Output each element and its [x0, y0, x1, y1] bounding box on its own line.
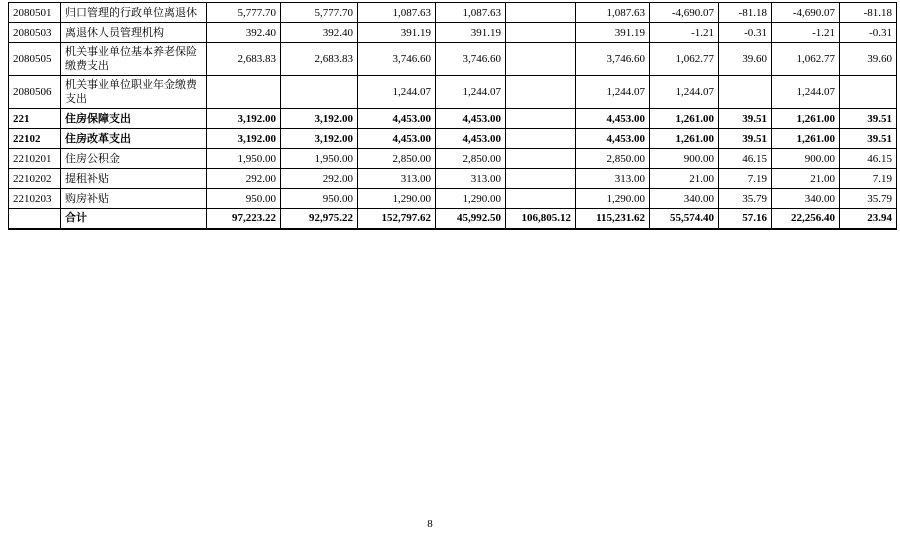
value-cell: 152,797.62 — [358, 209, 436, 229]
value-cell: 2,850.00 — [358, 149, 436, 169]
value-cell: 3,192.00 — [281, 129, 358, 149]
row-code-cell: 221 — [9, 109, 61, 129]
value-cell — [506, 43, 576, 76]
value-cell: 2,850.00 — [576, 149, 650, 169]
table-row — [9, 189, 897, 209]
value-cell: 340.00 — [772, 189, 840, 209]
value-cell: 4,453.00 — [358, 129, 436, 149]
value-cell: 21.00 — [650, 169, 719, 189]
budget-expenditure-table — [8, 2, 897, 230]
page-number: 8 — [427, 518, 433, 530]
table-row — [9, 3, 897, 23]
row-name-cell: 机关事业单位职业年金缴费支出 — [61, 76, 207, 109]
row-code-cell: 22102 — [9, 129, 61, 149]
value-cell: 3,192.00 — [207, 129, 281, 149]
value-cell: 7.19 — [840, 169, 897, 189]
value-cell — [506, 169, 576, 189]
value-cell: -4,690.07 — [772, 3, 840, 23]
value-cell: 3,746.60 — [576, 43, 650, 76]
value-cell: 391.19 — [576, 23, 650, 43]
value-cell: 1,087.63 — [576, 3, 650, 23]
value-cell: 39.51 — [840, 109, 897, 129]
value-cell — [719, 76, 772, 109]
value-cell: 1,244.07 — [650, 76, 719, 109]
table-row — [9, 149, 897, 169]
value-cell: 1,244.07 — [772, 76, 840, 109]
value-cell: 5,777.70 — [281, 3, 358, 23]
value-cell — [506, 189, 576, 209]
value-cell: 391.19 — [436, 23, 506, 43]
value-cell: 97,223.22 — [207, 209, 281, 229]
value-cell: 900.00 — [650, 149, 719, 169]
table-row — [9, 43, 897, 76]
value-cell: 392.40 — [207, 23, 281, 43]
value-cell: 1,261.00 — [772, 129, 840, 149]
value-cell: 292.00 — [281, 169, 358, 189]
value-cell: 1,244.07 — [576, 76, 650, 109]
value-cell: 22,256.40 — [772, 209, 840, 229]
row-name-cell: 购房补贴 — [61, 189, 207, 209]
value-cell: 45,992.50 — [436, 209, 506, 229]
row-name-cell: 机关事业单位基本养老保险缴费支出 — [61, 43, 207, 76]
value-cell: 39.60 — [719, 43, 772, 76]
value-cell: 4,453.00 — [436, 109, 506, 129]
row-code-cell: 2080505 — [9, 43, 61, 76]
value-cell — [840, 76, 897, 109]
table-row — [9, 169, 897, 189]
value-cell — [506, 76, 576, 109]
value-cell: 57.16 — [719, 209, 772, 229]
value-cell: 391.19 — [358, 23, 436, 43]
table-body — [9, 3, 897, 229]
row-code-cell: 2080501 — [9, 3, 61, 23]
value-cell: 1,062.77 — [650, 43, 719, 76]
value-cell: -81.18 — [840, 3, 897, 23]
value-cell: 1,290.00 — [576, 189, 650, 209]
value-cell: 3,746.60 — [436, 43, 506, 76]
value-cell: 4,453.00 — [576, 129, 650, 149]
table-row — [9, 129, 897, 149]
value-cell: 4,453.00 — [358, 109, 436, 129]
value-cell: 39.60 — [840, 43, 897, 76]
value-cell: 1,950.00 — [207, 149, 281, 169]
value-cell: 4,453.00 — [436, 129, 506, 149]
row-code-cell — [9, 209, 61, 229]
value-cell — [506, 149, 576, 169]
value-cell: 35.79 — [840, 189, 897, 209]
table-row — [9, 109, 897, 129]
value-cell: -0.31 — [719, 23, 772, 43]
row-name-cell: 住房公积金 — [61, 149, 207, 169]
value-cell: 39.51 — [719, 109, 772, 129]
value-cell — [506, 3, 576, 23]
value-cell: 1,244.07 — [358, 76, 436, 109]
value-cell: -0.31 — [840, 23, 897, 43]
row-name-cell: 住房保障支出 — [61, 109, 207, 129]
value-cell: 1,087.63 — [358, 3, 436, 23]
value-cell: 1,244.07 — [436, 76, 506, 109]
value-cell: -1.21 — [772, 23, 840, 43]
value-cell: 1,261.00 — [650, 109, 719, 129]
value-cell: 115,231.62 — [576, 209, 650, 229]
row-name-cell: 离退休人员管理机构 — [61, 23, 207, 43]
row-code-cell: 2080506 — [9, 76, 61, 109]
value-cell: 2,850.00 — [436, 149, 506, 169]
value-cell: 3,192.00 — [207, 109, 281, 129]
value-cell: 3,192.00 — [281, 109, 358, 129]
value-cell: 5,777.70 — [207, 3, 281, 23]
value-cell: 39.51 — [719, 129, 772, 149]
value-cell: 950.00 — [207, 189, 281, 209]
value-cell: 3,746.60 — [358, 43, 436, 76]
value-cell: 35.79 — [719, 189, 772, 209]
value-cell: 23.94 — [840, 209, 897, 229]
value-cell: 1,290.00 — [436, 189, 506, 209]
value-cell: 4,453.00 — [576, 109, 650, 129]
row-name-cell: 住房改革支出 — [61, 129, 207, 149]
value-cell: 1,062.77 — [772, 43, 840, 76]
table-row — [9, 209, 897, 229]
value-cell: 1,261.00 — [650, 129, 719, 149]
value-cell: -4,690.07 — [650, 3, 719, 23]
value-cell: 1,087.63 — [436, 3, 506, 23]
value-cell: 340.00 — [650, 189, 719, 209]
value-cell: 55,574.40 — [650, 209, 719, 229]
table-row — [9, 23, 897, 43]
row-name-cell: 合计 — [61, 209, 207, 229]
row-name-cell: 归口管理的行政单位离退休 — [61, 3, 207, 23]
value-cell — [207, 76, 281, 109]
value-cell — [281, 76, 358, 109]
value-cell: 1,950.00 — [281, 149, 358, 169]
value-cell: -81.18 — [719, 3, 772, 23]
value-cell: 46.15 — [719, 149, 772, 169]
value-cell: 313.00 — [358, 169, 436, 189]
row-code-cell: 2210201 — [9, 149, 61, 169]
value-cell — [506, 129, 576, 149]
value-cell: 313.00 — [436, 169, 506, 189]
value-cell: 2,683.83 — [207, 43, 281, 76]
value-cell: -1.21 — [650, 23, 719, 43]
value-cell: 92,975.22 — [281, 209, 358, 229]
value-cell: 7.19 — [719, 169, 772, 189]
row-code-cell: 2210203 — [9, 189, 61, 209]
value-cell: 46.15 — [840, 149, 897, 169]
value-cell: 392.40 — [281, 23, 358, 43]
value-cell: 950.00 — [281, 189, 358, 209]
row-code-cell: 2080503 — [9, 23, 61, 43]
value-cell: 1,290.00 — [358, 189, 436, 209]
value-cell: 39.51 — [840, 129, 897, 149]
row-name-cell: 提租补贴 — [61, 169, 207, 189]
value-cell: 2,683.83 — [281, 43, 358, 76]
value-cell: 313.00 — [576, 169, 650, 189]
value-cell: 292.00 — [207, 169, 281, 189]
value-cell: 1,261.00 — [772, 109, 840, 129]
value-cell: 21.00 — [772, 169, 840, 189]
value-cell — [506, 23, 576, 43]
value-cell — [506, 109, 576, 129]
value-cell: 106,805.12 — [506, 209, 576, 229]
table-row — [9, 76, 897, 109]
value-cell: 900.00 — [772, 149, 840, 169]
row-code-cell: 2210202 — [9, 169, 61, 189]
